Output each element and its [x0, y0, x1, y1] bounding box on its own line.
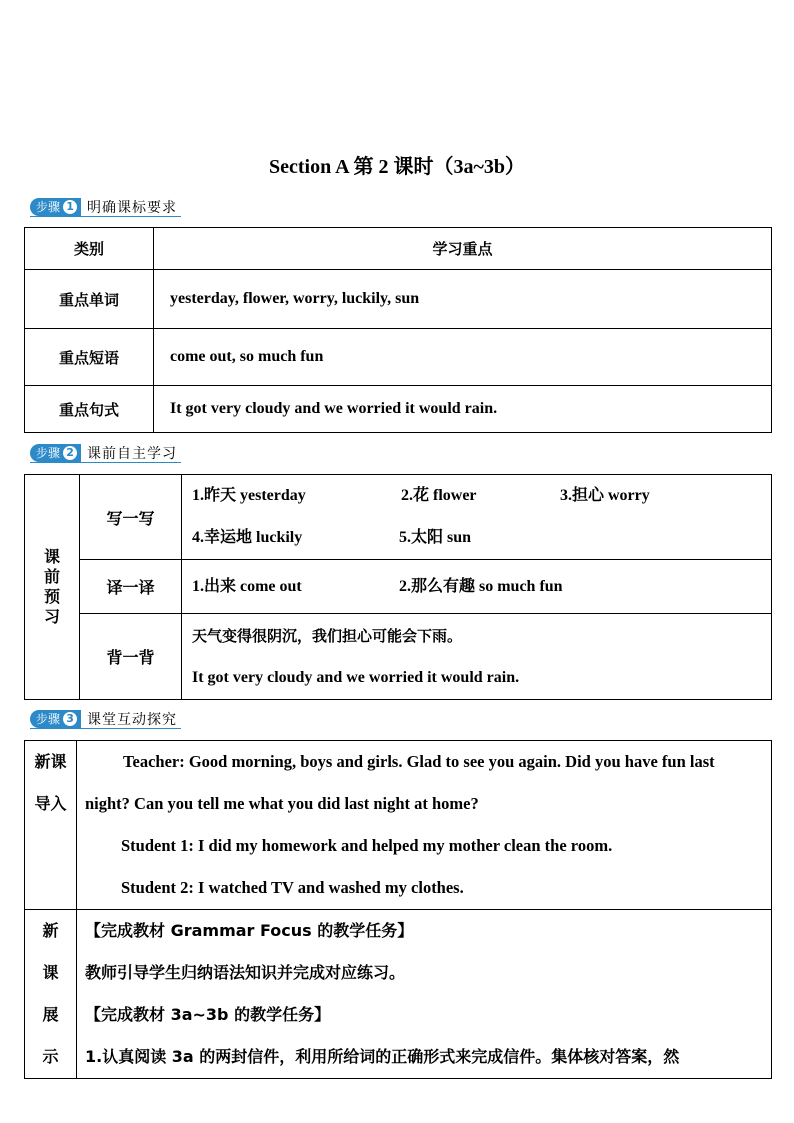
- row-value: It got very cloudy and we worried it would rain.: [154, 386, 772, 433]
- table-row: [25, 386, 772, 433]
- paragraph: Teacher: Good morning, boys and girls. Glad to see you again. Did you have fun last night? Can you tell me what you did last night at home?: [85, 752, 715, 813]
- paragraph: 教师引导学生归纳语法知识并完成对应练习。: [85, 963, 406, 982]
- table-row: [25, 329, 772, 386]
- row-label: [25, 910, 77, 1079]
- vocab-item: 4.幸运地 luckily: [192, 529, 303, 546]
- row-content: [77, 910, 772, 1079]
- phrase-item: 2.那么有趣 so much fun: [399, 577, 563, 595]
- step-title: 课堂互动探究: [87, 712, 178, 728]
- row-label: [25, 741, 77, 910]
- row-label: 背一背: [80, 614, 182, 700]
- paragraph: 【完成教材 3a~3b 的教学任务】: [85, 1005, 331, 1024]
- table-header-category: 类别: [25, 228, 154, 270]
- row-value: come out, so much fun: [154, 329, 772, 386]
- paragraph: 1.认真阅读 3a 的两封信件，利用所给词的正确形式来完成信件。集体核对答案，然: [85, 1047, 680, 1066]
- row-content: [182, 614, 772, 700]
- step-badge: [30, 198, 81, 216]
- vocab-item: 1.昨天 yesterday: [192, 487, 306, 504]
- step-3-header: [30, 710, 181, 729]
- row-label-text: 新课展示: [42, 921, 59, 1066]
- paragraph: Student 2: I watched TV and washed my clothes.: [121, 878, 464, 897]
- step-1-header: [30, 198, 181, 217]
- paragraph: 【完成教材 Grammar Focus 的教学任务】: [85, 921, 414, 940]
- step-2-header: [30, 444, 181, 463]
- classroom-table: [24, 740, 772, 1079]
- step-badge-label: 步骤: [36, 712, 61, 726]
- step-number: 3: [63, 712, 77, 726]
- row-content: [77, 741, 772, 910]
- key-points-table: [24, 227, 772, 433]
- table-row: [25, 614, 772, 700]
- row-content: [182, 475, 772, 560]
- preview-table: [24, 474, 772, 700]
- table-row: [25, 741, 772, 910]
- row-label: 译一译: [80, 560, 182, 614]
- step-title: 课前自主学习: [87, 446, 178, 462]
- step-badge-label: 步骤: [36, 446, 61, 460]
- vocab-item: 5.太阳 sun: [399, 529, 472, 546]
- sentence-english: It got very cloudy and we worried it would rain.: [192, 668, 520, 686]
- vocab-item: 2.花 flower: [401, 487, 477, 504]
- side-label-text: 课前预习: [43, 547, 60, 626]
- row-label: 写一写: [80, 475, 182, 560]
- table-row: [25, 475, 772, 560]
- paragraph: Student 1: I did my homework and helped my mother clean the room.: [121, 836, 613, 855]
- page-title: Section A 第 2 课时（3a~3b）: [269, 156, 525, 178]
- phrase-item: 1.出来 come out: [192, 577, 302, 595]
- content-line: [192, 566, 771, 608]
- row-category: 重点短语: [25, 329, 154, 386]
- step-badge: [30, 710, 81, 728]
- row-content: [182, 560, 772, 614]
- row-category: 重点单词: [25, 270, 154, 329]
- step-title: 明确课标要求: [87, 200, 178, 216]
- step-badge: [30, 444, 81, 462]
- step-number: 1: [63, 200, 77, 214]
- side-label: [25, 475, 80, 700]
- row-label-text: 新课导入: [34, 752, 67, 813]
- content-line: [192, 517, 771, 559]
- table-row: [25, 560, 772, 614]
- table-row: [25, 910, 772, 1079]
- row-value: yesterday, flower, worry, luckily, sun: [154, 270, 772, 329]
- step-number: 2: [63, 446, 77, 460]
- table-header-focus: 学习重点: [154, 228, 772, 270]
- content-line: [192, 475, 771, 517]
- table-row: [25, 270, 772, 329]
- step-badge-label: 步骤: [36, 200, 61, 214]
- sentence-chinese: 天气变得很阴沉，我们担心可能会下雨。: [192, 626, 463, 645]
- row-category: 重点句式: [25, 386, 154, 433]
- vocab-item: 3.担心 worry: [560, 487, 650, 504]
